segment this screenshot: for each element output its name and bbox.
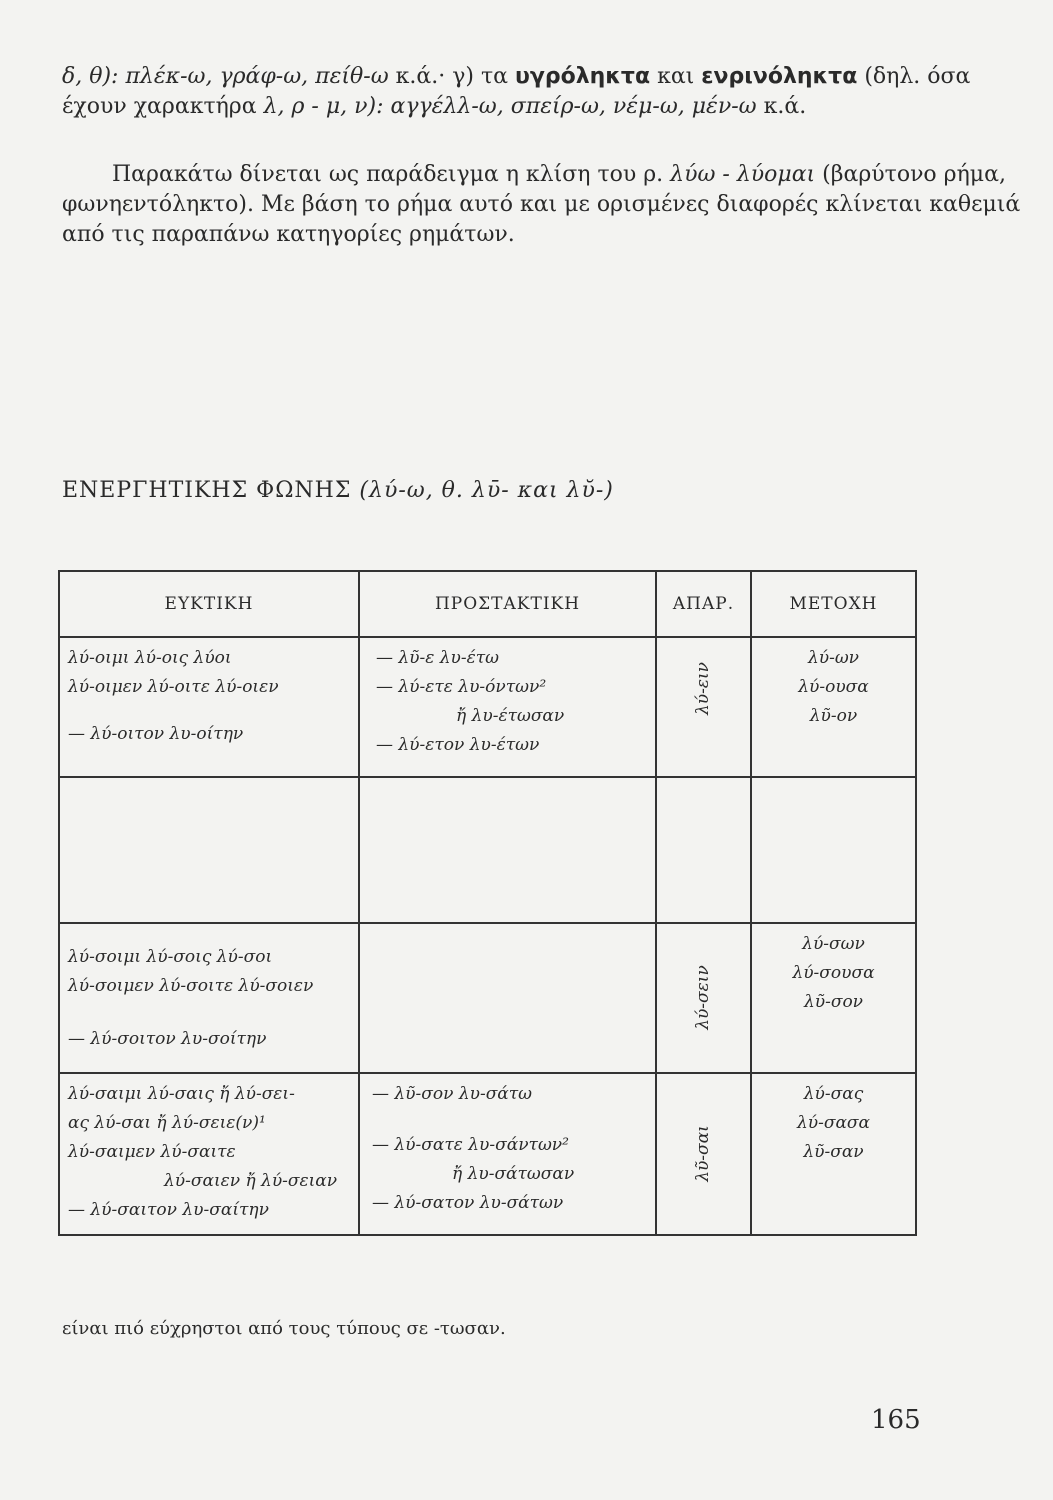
empty-cell [359,777,656,923]
intro-text-4: κ.ά. [756,94,807,119]
aorist-imp-line: — λύ-σατον λυ-σάτων [372,1193,564,1213]
header-optative: ΕΥΚΤΙΚΗ [59,571,359,637]
present-part-line: λύ-ουσα [798,677,869,697]
header-imperative: ΠΡΟΣΤΑΚΤΙΚΗ [359,571,656,637]
para2-verb: λύω - λύομαι [670,162,816,187]
table-header-row [59,571,916,637]
present-imp-line: ἤ λυ-έτωσαν [456,706,565,726]
empty-cell [751,777,916,923]
future-imperative [359,923,656,1073]
aorist-inf-text: λῦ-σαι [692,1124,713,1182]
intro-text-1: κ.ά.· γ) τα [388,64,515,89]
aorist-infinitive [656,1073,751,1235]
page-number: 165 [871,1405,921,1435]
aorist-imperative [359,1073,656,1235]
future-participle [751,923,916,1073]
aorist-optative [59,1073,359,1235]
present-imperative [359,637,656,777]
aorist-part-line: λῦ-σαν [803,1142,864,1162]
term-nasal: ενρινόληκτα [701,64,858,89]
present-inf-text: λύ-ειν [692,661,713,715]
future-opt-line: λύ-σοιμι λύ-σοις λύ-σοι [68,946,273,967]
present-imp-line: — λῦ-ε λυ-έτω [376,648,500,668]
future-part-line: λύ-σων [802,934,865,954]
term-liquid: υγρόληκτα [515,64,651,89]
intro-examples-1: δ, θ): πλέκ-ω, γράφ-ω, πείθ-ω [62,64,389,89]
intro-examples-2: λ, ρ - μ, ν): αγγέλλ-ω, σπείρ-ω, νέμ-ω, μέν-ω [263,94,757,119]
intro-text-3: (δηλ. όσα έχουν χαρακτήρα [62,64,971,119]
aorist-imp-line: — λῦ-σον λυ-σάτω [372,1084,533,1104]
future-opt-line: λύ-σοιμεν λύ-σοιτε λύ-σοιεν [68,975,314,996]
future-part-line: λύ-σουσα [792,963,875,983]
row-aorist [59,1073,916,1235]
aorist-opt-line: — λύ-σαιτον λυ-σαίτην [68,1200,269,1220]
aorist-imp-line: — λύ-σατε λυ-σάντων² [372,1135,569,1155]
present-imp-line: — λύ-ετε λυ-όντων² [376,677,547,697]
empty-cell [656,777,751,923]
section-title-main: ΕΝΕΡΓΗΤΙΚΗΣ ΦΩΝΗΣ [62,478,352,503]
present-opt-line: — λύ-οιτον λυ-οίτην [68,724,244,744]
row-present [59,637,916,777]
aorist-opt-line: λύ-σαιεν ἤ λύ-σειαν [164,1171,338,1191]
present-optative [59,637,359,777]
present-infinitive [656,637,751,777]
header-participle: ΜΕΤΟΧΗ [751,571,916,637]
para2-text-2: (βαρύτονο ρήμα, φωνηεντόληκτο). Με βάση το ρήμα αυτό και με ορισμένες διαφορές κλίνεται καθεμιά από τις παραπάνω κατηγορίες ρημάτων. [62,162,1021,247]
aorist-opt-line: ας λύ-σαι ἤ λύ-σειε(ν)¹ [68,1113,266,1133]
footnote: είναι πιό εύχρηστοι από τους τύπους σε -τωσαν. [62,1318,506,1339]
future-opt-line: — λύ-σοιτον λυ-σοίτην [68,1028,267,1049]
aorist-opt-line: λύ-σαιμεν λύ-σαιτε [68,1142,236,1162]
aorist-part-line: λύ-σας [803,1084,864,1104]
intro-text-2: και [650,64,702,89]
row-future [59,923,916,1073]
present-part-line: λύ-ων [807,648,860,668]
future-part-line: λῦ-σον [803,992,864,1012]
conjugation-table [58,570,917,1236]
row-empty [59,777,916,923]
para2-text-1: Παρακάτω δίνεται ως παράδειγμα η κλίση του ρ. [112,162,671,187]
empty-cell [59,777,359,923]
future-optative [59,923,359,1073]
present-opt-line: λύ-οιμι λύ-οις λύοι [68,648,232,668]
future-inf-text: λύ-σειν [693,964,713,1030]
aorist-participle [751,1073,916,1235]
present-participle [751,637,916,777]
aorist-part-line: λύ-σασα [796,1113,871,1133]
aorist-opt-line: λύ-σαιμι λύ-σαις ἤ λύ-σει- [68,1084,295,1104]
section-title-sub: (λύ-ω, θ. λῡ- και λῠ-) [359,478,614,503]
present-opt-line: λύ-οιμεν λύ-οιτε λύ-οιεν [68,677,279,697]
section-title [62,478,614,503]
header-infinitive: ΑΠΑΡ. [656,571,751,637]
intro-paragraph [62,62,1022,122]
aorist-imp-line: ἤ λυ-σάτωσαν [452,1164,575,1184]
present-part-line: λῦ-ον [809,706,858,726]
example-paragraph [62,160,1022,250]
present-imp-line: — λύ-ετον λυ-έτων [376,735,540,755]
future-infinitive [656,923,751,1073]
